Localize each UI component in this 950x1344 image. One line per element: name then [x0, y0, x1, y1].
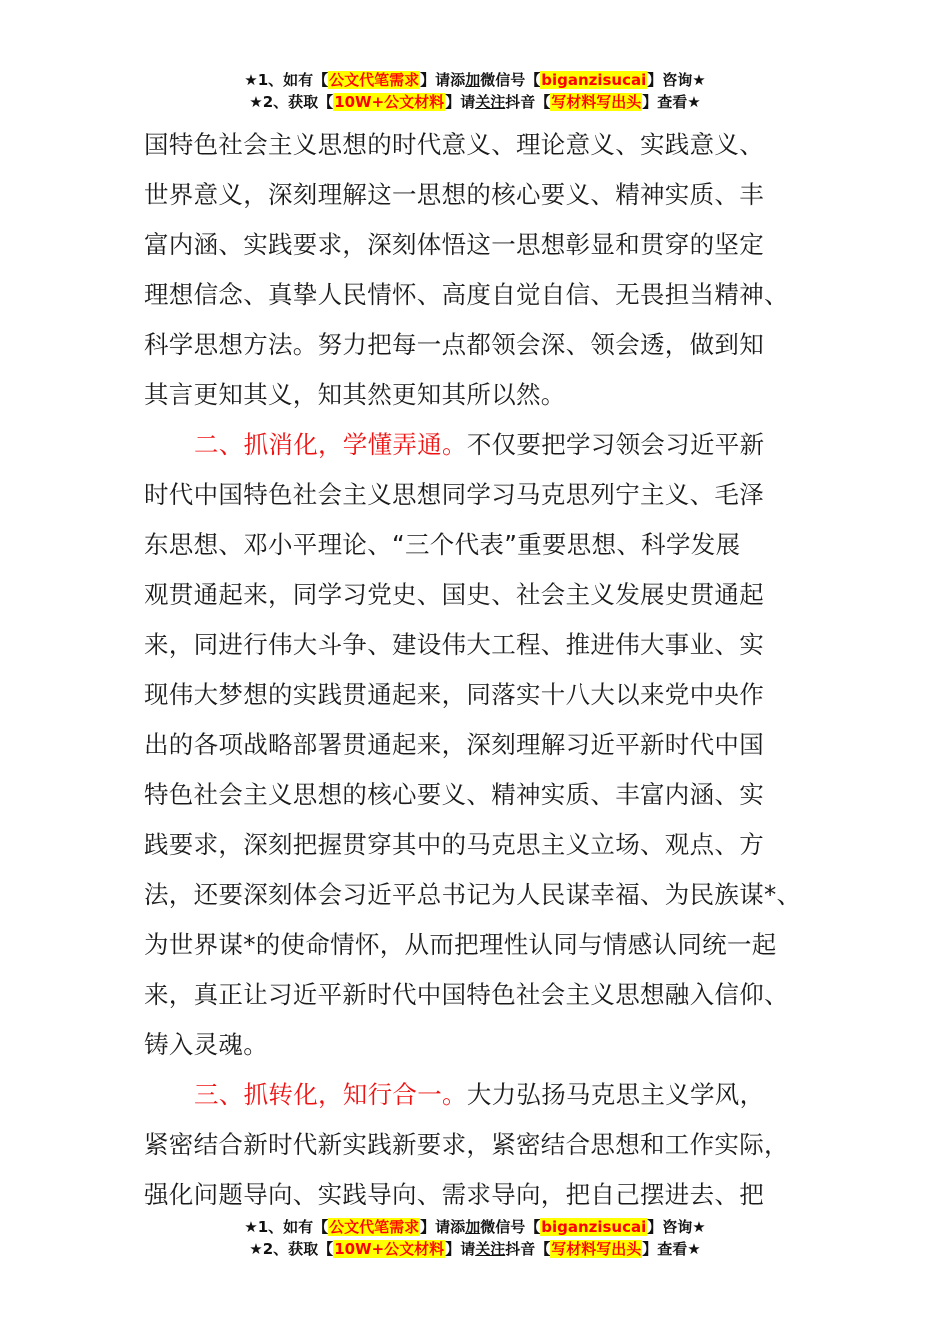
banner-underlined-text: 加	[465, 71, 481, 89]
highlight-douyin-account: 写材料写出头	[551, 1240, 642, 1258]
banner-underlined-text: 加	[465, 1218, 481, 1236]
banner-text: 微信号【	[480, 71, 541, 89]
text-line: 特色社会主义思想的核心要义、精神实质、丰富内涵、实	[144, 780, 764, 809]
banner-line-2	[0, 91, 950, 113]
text-line: 国特色社会主义思想的时代意义、理论意义、实践意义、	[144, 130, 764, 159]
text-line: 铸入灵魂。	[144, 1030, 268, 1059]
banner-text: 】查看★	[642, 93, 701, 111]
highlight-douyin-account: 写材料写出头	[551, 93, 642, 111]
text-line: 科学思想方法。努力把每一点都领会深、领会透，做到知	[144, 330, 764, 359]
text-line: 践要求，深刻把握贯穿其中的马克思主义立场、观点、方	[144, 830, 764, 859]
text-line: 观贯通起来，同学习党史、国史、社会主义发展史贯通起	[144, 580, 764, 609]
highlight-wechat-id: biganzisucai	[541, 1218, 647, 1236]
section-heading-2: 二、抓消化，学懂弄通。	[194, 430, 467, 459]
banner-line-1	[0, 1216, 950, 1238]
banner-text: 】咨询★	[647, 71, 706, 89]
banner-text: 微信号【	[480, 1218, 541, 1236]
text-line: 为世界谋*的使命情怀，从而把理性认同与情感认同统一起	[144, 930, 777, 959]
text-line: 法，还要深刻体会习近平总书记为人民谋幸福、为民族谋*、	[144, 880, 802, 909]
banner-line-2	[0, 1238, 950, 1260]
text-line: 强化问题导向、实践导向、需求导向，把自己摆进去、把	[144, 1180, 764, 1209]
highlight-materials: 10W+公文材料	[334, 93, 445, 111]
banner-text: 】咨询★	[647, 1218, 706, 1236]
banner-underlined-text: 关注	[475, 1240, 506, 1258]
banner-text: 抖音【	[505, 93, 551, 111]
text-line: 时代中国特色社会主义思想同学习马克思列宁主义、毛泽	[144, 480, 764, 509]
text-line: 富内涵、实践要求，深刻体悟这一思想彰显和贯穿的坚定	[144, 230, 764, 259]
text-fragment: 不仅要把学习领会习近平新	[466, 430, 765, 459]
text-line	[144, 420, 824, 470]
paragraph-3	[144, 1070, 824, 1220]
text-line: 世界意义，深刻理解这一思想的核心要义、精神实质、丰	[144, 180, 764, 209]
highlight-materials: 10W+公文材料	[334, 1240, 445, 1258]
text-line	[144, 1070, 824, 1120]
text-line: 东思想、邓小平理论、“三个代表”重要思想、科学发展	[144, 530, 741, 559]
banner-line-1	[0, 69, 950, 91]
text-line: 出的各项战略部署贯通起来，深刻理解习近平新时代中国	[144, 730, 764, 759]
section-heading-3: 三、抓转化，知行合一。	[194, 1080, 467, 1109]
banner-text: 】请添	[420, 1218, 466, 1236]
banner-text: 】请	[445, 1240, 476, 1258]
text-line: 来，同进行伟大斗争、建设伟大工程、推进伟大事业、实	[144, 630, 764, 659]
highlight-wechat-id: biganzisucai	[541, 71, 647, 89]
banner-text: ★2、获取【	[249, 93, 334, 111]
highlight-service: 公文代笔需求	[329, 1218, 420, 1236]
banner-text: 抖音【	[505, 1240, 551, 1258]
header-banner	[0, 69, 950, 113]
banner-text: 】查看★	[642, 1240, 701, 1258]
paragraph-2	[144, 420, 824, 1070]
text-line: 现伟大梦想的实践贯通起来，同落实十八大以来党中央作	[144, 680, 764, 709]
text-fragment: 大力弘扬马克思主义学风，	[466, 1080, 765, 1109]
banner-text: ★1、如有【	[244, 71, 329, 89]
banner-text: ★2、获取【	[249, 1240, 334, 1258]
document-body	[144, 120, 824, 1220]
text-line: 理想信念、真挚人民情怀、高度自觉自信、无畏担当精神、	[144, 280, 789, 309]
highlight-service: 公文代笔需求	[329, 71, 420, 89]
text-line: 紧密结合新时代新实践新要求，紧密结合思想和工作实际，	[144, 1130, 789, 1159]
text-line: 其言更知其义，知其然更知其所以然。	[144, 380, 566, 409]
text-line: 来，真正让习近平新时代中国特色社会主义思想融入信仰、	[144, 980, 789, 1009]
banner-underlined-text: 关注	[475, 93, 506, 111]
banner-text: 】请添	[420, 71, 466, 89]
banner-text: ★1、如有【	[244, 1218, 329, 1236]
footer-banner	[0, 1216, 950, 1260]
banner-text: 】请	[445, 93, 476, 111]
paragraph-1	[144, 120, 824, 420]
